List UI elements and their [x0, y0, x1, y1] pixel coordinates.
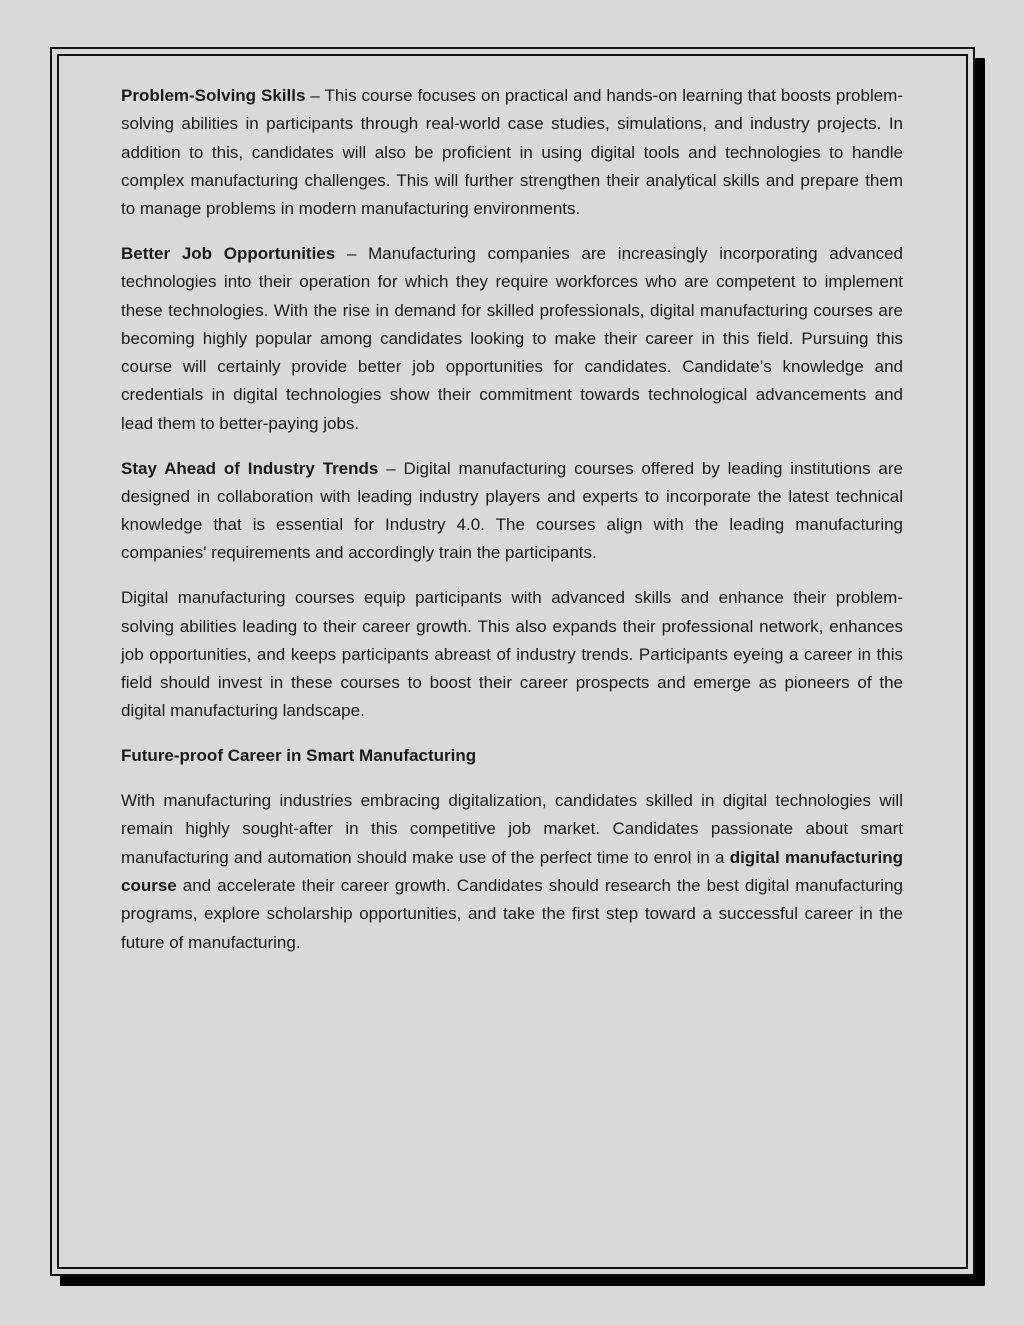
section-heading: Future-proof Career in Smart Manufacturing — [121, 746, 477, 766]
paragraph-problem-solving — [121, 82, 903, 223]
paragraph-text: With manufacturing industries embracing digitalization, candidates skilled in digital technologies will remain highly sought-after in this competitive job market. Candidates passionate about smart manufacturing and automation should make use of the perfect time to enrol in a — [121, 791, 903, 867]
paragraph-lead: Problem-Solving Skills — [121, 86, 306, 105]
paragraph-text: – This course focuses on practical and hands-on learning that boosts problem-solving abilities in participants through real-world case studies, simulations, and industry projects. In addition to this, candidates will also be proficient in using digital tools and technologies to handle complex manufacturing challenges. This will further strengthen their analytical skills and prepare them to manage problems in modern manufacturing environments. — [121, 86, 904, 219]
paragraph-text: – Manufacturing companies are increasingly incorporating advanced technologies into their operation for which they require workforces who are competent to implement these technologies. With the rise in demand for skilled professionals, digital manufacturing courses are becoming highly popular among candidates looking to make their career in this field. Pursuing this course will certainly provide better job opportunities for candidates. Candidate’s knowledge and credentials in digital technologies show their commitment towards technological advancements and lead them to better-paying jobs. — [121, 243, 903, 433]
paragraph-summary — [121, 584, 903, 725]
paragraph-final — [121, 787, 903, 957]
paragraph-job-opportunities — [121, 240, 903, 438]
paragraph-text: Digital manufacturing courses equip participants with advanced skills and enhance their problem-solving abilities leading to their career growth. This also expands their professional network, enhances job opportunities, and keeps participants abreast of industry trends. Participants eyeing a career in this field should invest in these courses to boost their career prospects and emerge as pioneers of the digital manufacturing landscape. — [121, 588, 903, 721]
document-body — [121, 82, 903, 973]
paragraph-lead: Better Job Opportunities — [121, 243, 336, 263]
paragraph-industry-trends — [121, 455, 903, 568]
paragraph-lead: Stay Ahead of Industry Trends — [121, 458, 379, 478]
paragraph-text: and accelerate their career growth. Candidates should research the best digital manufacturing programs, explore scholarship opportunities, and take the first step toward a successful career in the future of manufacturing. — [121, 875, 903, 952]
keyword-emphasis: digital manufacturing course — [121, 847, 904, 895]
paragraph-text: – Digital manufacturing courses offered by leading institutions are designed in collaboration with leading industry players and experts to incorporate the latest technical knowledge that is essential for Industry 4.0. The courses align with the leading manufacturing companies' requirements and accordingly train the participants. — [121, 458, 903, 563]
